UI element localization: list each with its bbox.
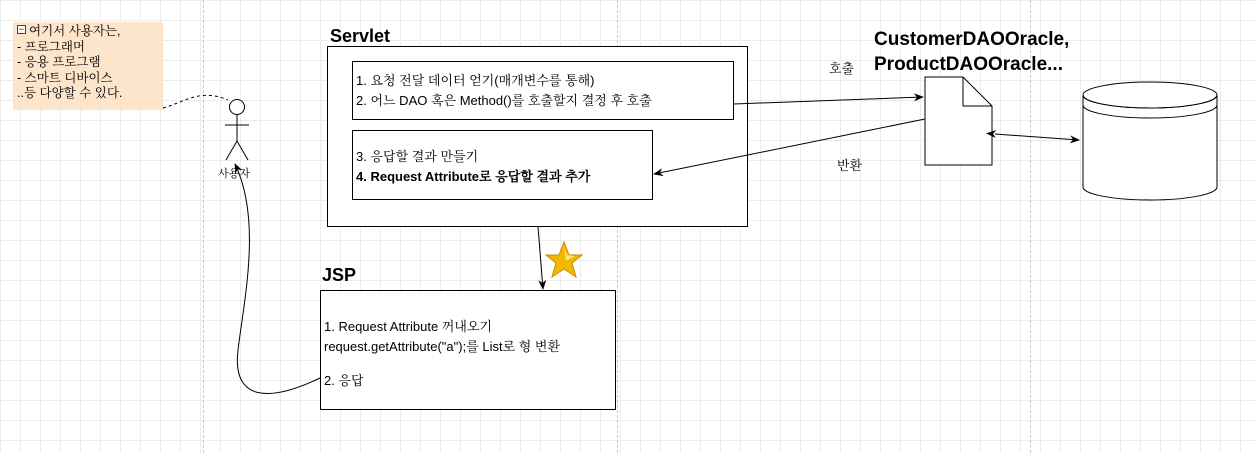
note-line: - 스마트 디바이스	[17, 70, 113, 85]
actor-label: 사용자	[218, 168, 250, 180]
jsp-line: 1. Request Attribute 꺼내오기	[324, 319, 493, 334]
database-icon[interactable]	[1083, 82, 1217, 200]
note-line: - 프로그래머	[17, 39, 86, 54]
forward-arrow	[538, 227, 543, 289]
document-icon[interactable]	[925, 77, 992, 165]
call-label: 호출	[829, 61, 855, 76]
call-arrow	[734, 97, 923, 104]
response-arrow	[235, 164, 320, 393]
servlet-response-line: 4. Request Attribute로 응답할 결과 추가	[356, 169, 591, 184]
servlet-request-line: 2. 어느 DAO 혹은 Method()를 호출할지 결정 후 호출	[356, 93, 652, 108]
servlet-response-line: 3. 응답할 결과 만들기	[356, 149, 479, 164]
actor-icon[interactable]	[225, 100, 249, 161]
return-label: 반환	[837, 158, 863, 173]
collapse-icon[interactable]: −	[18, 24, 25, 34]
dao-title-line: ProductDAOOracle...	[874, 54, 1063, 75]
note-connector	[163, 95, 228, 108]
star-icon	[546, 242, 582, 277]
note-line: - 응용 프로그램	[17, 55, 101, 69]
jsp-line: request.getAttribute("a");를 List로 형 변환	[324, 339, 561, 354]
servlet-request-line: 1. 요청 전달 데이터 얻기(매개변수를 통해)	[356, 73, 595, 88]
servlet-title: Servlet	[330, 26, 391, 46]
return-arrow	[654, 119, 925, 174]
jsp-line: 2. 응답	[324, 373, 364, 388]
jsp-title: JSP	[322, 265, 357, 285]
dao-title-line: CustomerDAOOracle,	[874, 29, 1070, 50]
note-line: ..등 다양할 수 있다.	[17, 86, 123, 100]
db-link-arrow	[995, 134, 1079, 140]
note-line-text: 여기서 사용자는,	[29, 24, 121, 38]
